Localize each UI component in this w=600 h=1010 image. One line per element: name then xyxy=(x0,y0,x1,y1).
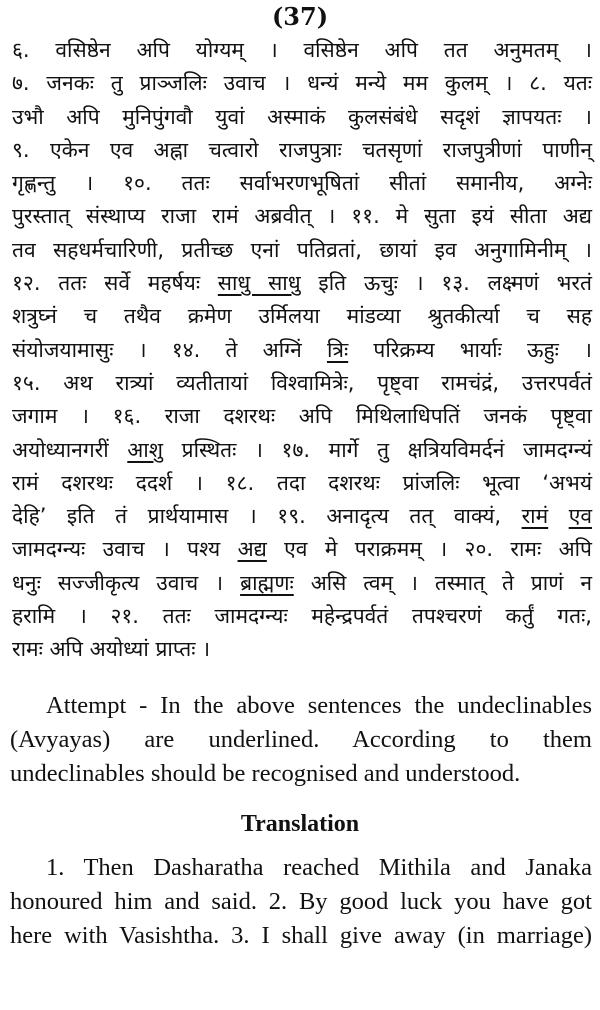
sanskrit-text: ९. एकेन एव अह्ना चत्वारो राजपुत्राः चतसृणां राजपुत्रीणां पाणीन् xyxy=(12,137,592,162)
sanskrit-line xyxy=(12,400,592,433)
sanskrit-text: अयोध्यानगरीं xyxy=(12,437,128,462)
sanskrit-text: प्रस्थितः । १७. मार्गे तु क्षत्रियविमर्दनं जामदग्न्यं xyxy=(163,437,592,462)
sanskrit-text: देहि’ इति तं प्रार्थयामास । १९. अनादृत्य तत् वाक्यं, xyxy=(12,504,522,529)
sanskrit-text: ७. जनकः तु प्राञ्जलिः उवाच । धन्यं मन्ये मम कुलम् । ८. यतः xyxy=(12,71,592,96)
sanskrit-text: उभौ अपि मुनिपुंगवौ युवां अस्माकं कुलसंबंधे सदृशं ज्ञापयतः । xyxy=(12,104,592,129)
sanskrit-line xyxy=(12,567,592,600)
sanskrit-text: गृह्णन्तु । १०. ततः सर्वाभरणभूषितां सीतां समानीय, अग्नेः xyxy=(12,171,592,196)
sanskrit-line xyxy=(12,500,592,533)
sanskrit-line xyxy=(12,600,592,633)
sanskrit-text: शत्रुघ्नं च तथैव क्रमेण उर्मिलया मांडव्या श्रुतकीर्त्या च सह xyxy=(12,304,592,329)
sanskrit-text: असि त्वम् । तस्मात् ते प्राणं न xyxy=(293,570,593,595)
sanskrit-line xyxy=(12,34,592,67)
sanskrit-line xyxy=(12,167,592,200)
sanskrit-line xyxy=(12,134,592,167)
translation-heading: Translation xyxy=(240,810,360,837)
sanskrit-line xyxy=(12,633,592,666)
sanskrit-line xyxy=(12,334,592,367)
underlined-avyaya: अद्य xyxy=(237,537,267,562)
sanskrit-text: इति ऊचुः । १३. लक्ष्मणं भरतं xyxy=(300,271,592,296)
sanskrit-text: १२. ततः सर्वे महर्षयः xyxy=(12,271,218,296)
sanskrit-line xyxy=(12,267,592,300)
translation-line: here with Vasishtha. 3. I shall give away (in marriage) xyxy=(10,921,592,949)
underlined-avyaya: ब्राह्मणः xyxy=(240,570,294,595)
sanskrit-line xyxy=(12,300,592,333)
sanskrit-text: जामदग्न्यः उवाच । पश्य xyxy=(12,537,238,562)
underlined-avyaya: आशु xyxy=(127,437,164,462)
sanskrit-line xyxy=(12,367,592,400)
sanskrit-line xyxy=(12,434,592,467)
translation-line: honoured him and said. 2. By good luck you have got xyxy=(10,887,592,915)
underlined-avyaya: साधु साधु xyxy=(217,271,301,296)
sanskrit-text xyxy=(548,504,569,528)
sanskrit-text: ६. वसिष्ठेन अपि योग्यम् । वसिष्ठेन अपि तत अनुमतम् । xyxy=(12,38,592,62)
sanskrit-text: एव मे पराक्रमम् । २०. रामः अपि xyxy=(266,537,592,562)
sanskrit-line xyxy=(12,200,592,233)
attempt-note xyxy=(8,689,592,791)
translation-line: 1. Then Dasharatha reached Mithila and Janaka xyxy=(46,853,592,881)
sanskrit-line xyxy=(12,234,592,267)
sanskrit-line xyxy=(12,101,592,134)
sanskrit-text: पुरस्तात् संस्थाप्य राजा रामं अब्रवीत् । ११. मे सुता इयं सीता अद्य xyxy=(12,204,592,229)
attempt-line: undeclinables should be recognised and understood. xyxy=(10,759,521,787)
sanskrit-passage xyxy=(8,34,592,667)
translation-passage xyxy=(8,851,592,953)
sanskrit-text: धनुः सज्जीकृत्य उवाच । xyxy=(12,570,241,595)
underlined-avyaya: त्रिः xyxy=(326,337,349,362)
sanskrit-text: संयोजयामासुः । १४. ते अग्निं xyxy=(12,337,327,362)
attempt-line: Attempt - In the above sentences the undeclinables xyxy=(46,691,592,719)
underlined-avyaya: एव xyxy=(568,504,592,529)
sanskrit-text: रामः अपि अयोध्यां प्राप्तः । xyxy=(12,637,211,662)
sanskrit-text: परिक्रम्य भार्याः ऊहुः । xyxy=(348,337,592,362)
sanskrit-text: रामं दशरथः ददर्श । १८. तदा दशरथः प्रांजलिः भूत्वा ‘अभयं xyxy=(12,470,592,495)
sanskrit-text: जगाम । १६. राजा दशरथः अपि मिथिलाधिपतिं जनकं पृष्ट्वा xyxy=(12,404,592,429)
sanskrit-text: १५. अथ रात्र्यां व्यतीतायां विश्वामित्रेः, पृष्ट्वा रामचंद्रं, उत्तरपर्वतं xyxy=(12,370,592,395)
attempt-line: (Avyayas) are underlined. According to them xyxy=(10,725,592,753)
sanskrit-line xyxy=(12,533,592,566)
underlined-avyaya: रामं xyxy=(521,504,549,529)
sanskrit-text: हरामि । २१. ततः जामदग्न्यः महेन्द्रपर्वतं तपश्चरणं कर्तुं गतः, xyxy=(12,604,592,629)
sanskrit-text: तव सहधर्मचारिणी, प्रतीच्छ एनां पतिव्रतां, छायां इव अनुगामिनीम् । xyxy=(12,237,592,262)
page-number: (37) xyxy=(271,2,329,31)
sanskrit-line xyxy=(12,467,592,500)
sanskrit-line xyxy=(12,67,592,100)
